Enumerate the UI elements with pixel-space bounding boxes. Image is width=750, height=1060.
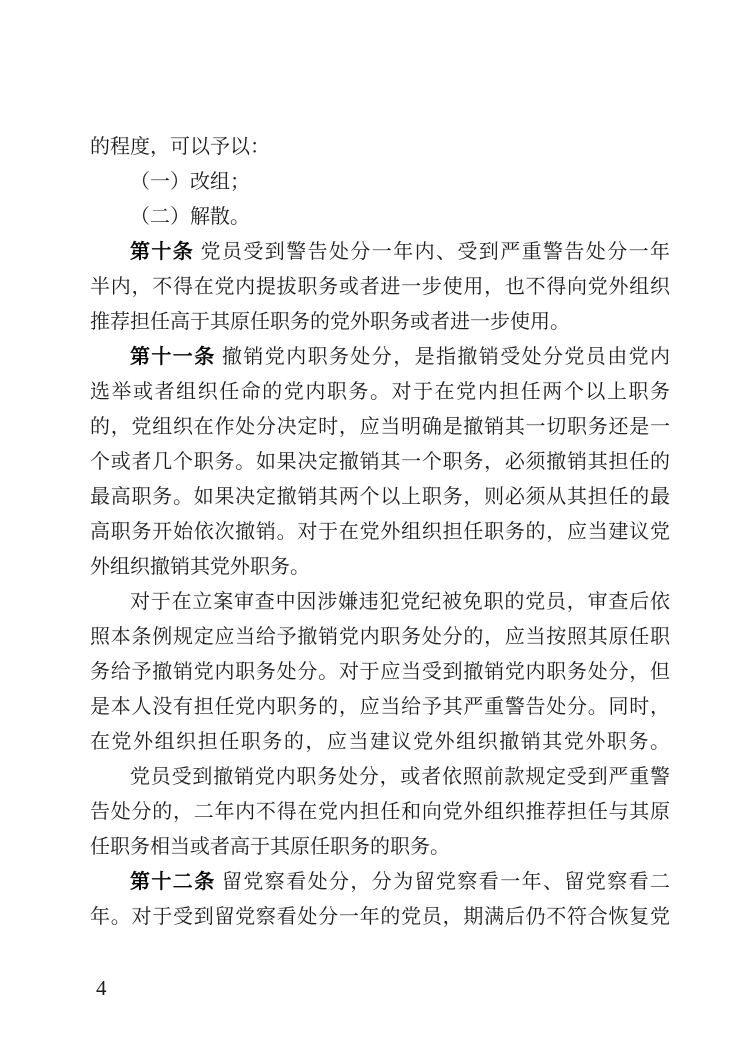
line-text: 党员受到警告处分一年内、受到严重警告处分一年 — [194, 241, 670, 263]
text-line — [90, 620, 670, 655]
line-text: 年。对于受到留党察看处分一年的党员，期满后仍不符合恢复党 — [90, 906, 670, 928]
text-line — [90, 270, 670, 305]
line-text: 高职务开始依次撤销。对于在党外组织担任职务的，应当建议党 — [90, 521, 670, 543]
line-text: 任职务相当或者高于其原任职务的职务。 — [90, 836, 450, 858]
text-line — [90, 445, 670, 480]
line-text: 对于在立案审查中因涉嫌违犯党纪被免职的党员，审查后依 — [130, 591, 670, 613]
text-line — [90, 760, 670, 795]
article-number: 第十条 — [130, 241, 195, 263]
text-line — [90, 375, 670, 410]
line-text: 党员受到撤销党内职务处分，或者依照前款规定受到严重警 — [130, 766, 670, 788]
text-line — [90, 130, 670, 165]
text-line — [90, 305, 670, 340]
line-text: 告处分的，二年内不得在党内担任和向党外组织推荐担任与其原 — [90, 801, 670, 823]
line-text: 在党外组织担任职务的，应当建议党外组织撤销其党外职务。 — [90, 731, 670, 753]
text-line — [90, 200, 670, 235]
text-line — [90, 165, 670, 200]
text-line — [90, 865, 670, 900]
line-text: 个或者几个职务。如果决定撤销其一个职务，必须撤销其担任的 — [90, 451, 670, 473]
text-line — [90, 515, 670, 550]
text-line — [90, 340, 670, 375]
line-text: 务给予撤销党内职务处分。对于应当受到撤销党内职务处分，但 — [90, 661, 670, 683]
line-text: 的程度，可以予以： — [90, 136, 270, 158]
line-text: 外组织撤销其党外职务。 — [90, 556, 310, 578]
line-text: （一）改组； — [130, 171, 250, 193]
line-text: 最高职务。如果决定撤销其两个以上职务，则必须从其担任的最 — [90, 486, 670, 508]
line-text: 留党察看处分，分为留党察看一年、留党察看二 — [215, 871, 670, 893]
text-line — [90, 585, 670, 620]
text-line — [90, 235, 670, 270]
line-text: 的，党组织在作处分决定时，应当明确是撤销其一切职务还是一 — [90, 416, 670, 438]
line-text: 半内，不得在党内提拔职务或者进一步使用，也不得向党外组织 — [90, 276, 670, 298]
page-number: 4 — [96, 976, 107, 1000]
line-text: 推荐担任高于其原任职务的党外职务或者进一步使用。 — [90, 311, 570, 333]
text-line — [90, 690, 670, 725]
article-number: 第十一条 — [130, 346, 216, 368]
line-text: （二）解散。 — [130, 206, 250, 228]
line-text: 是本人没有担任党内职务的，应当给予其严重警告处分。同时， — [90, 696, 670, 718]
text-line — [90, 410, 670, 445]
document-body — [90, 130, 670, 935]
line-text: 选举或者组织任命的党内职务。对于在党内担任两个以上职务 — [90, 381, 670, 403]
text-line — [90, 480, 670, 515]
article-number: 第十二条 — [130, 871, 216, 893]
text-line — [90, 900, 670, 935]
line-text: 撤销党内职务处分，是指撤销受处分党员由党内 — [215, 346, 670, 368]
text-line — [90, 830, 670, 865]
text-line — [90, 725, 670, 760]
text-line — [90, 655, 670, 690]
text-line — [90, 550, 670, 585]
text-line — [90, 795, 670, 830]
line-text: 照本条例规定应当给予撤销党内职务处分的，应当按照其原任职 — [90, 626, 670, 648]
